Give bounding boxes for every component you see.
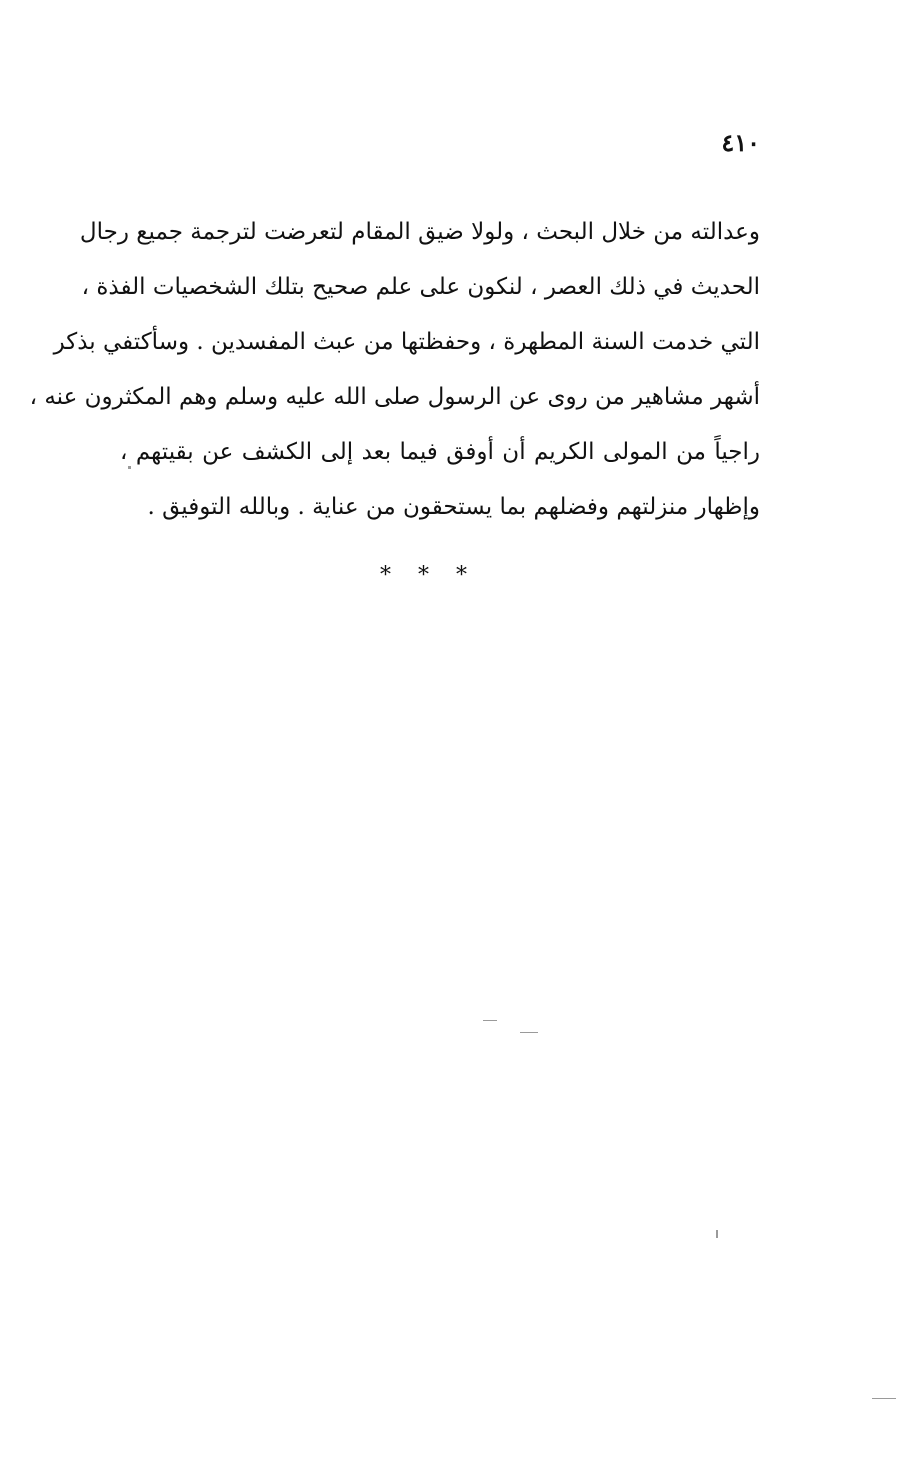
text-line-4: أشهر مشاهير من روى عن الرسول صلى الله عليه وسلم وهم المكثرون عنه ، — [29, 384, 760, 410]
scan-speck — [520, 1032, 538, 1033]
body-text — [29, 205, 760, 535]
text-line-2: الحديث في ذلك العصر ، لنكون على علم صحيح بتلك الشخصيات الفذة ، — [81, 274, 760, 300]
scan-speck — [716, 1230, 718, 1238]
scan-speck — [483, 1020, 497, 1021]
text-line-6: وإظهار منزلتهم وفضلهم بما يستحقون من عناية . وبالله التوفيق . — [147, 494, 760, 520]
text-line-1: وعدالته من خلال البحث ، ولولا ضيق المقام لتعرضت لترجمة جميع رجال — [79, 219, 760, 245]
section-separator: * * * — [380, 563, 477, 588]
page-number: ٤١٠ — [721, 128, 760, 157]
scan-speck — [128, 466, 131, 469]
text-line-3: التي خدمت السنة المطهرة ، وحفظتها من عبث المفسدين . وسأكتفي بذكر — [53, 329, 760, 355]
scan-speck — [872, 1398, 896, 1399]
text-line-5: راجياً من المولى الكريم أن أوفق فيما بعد إلى الكشف عن بقيتهم ، — [120, 439, 760, 465]
